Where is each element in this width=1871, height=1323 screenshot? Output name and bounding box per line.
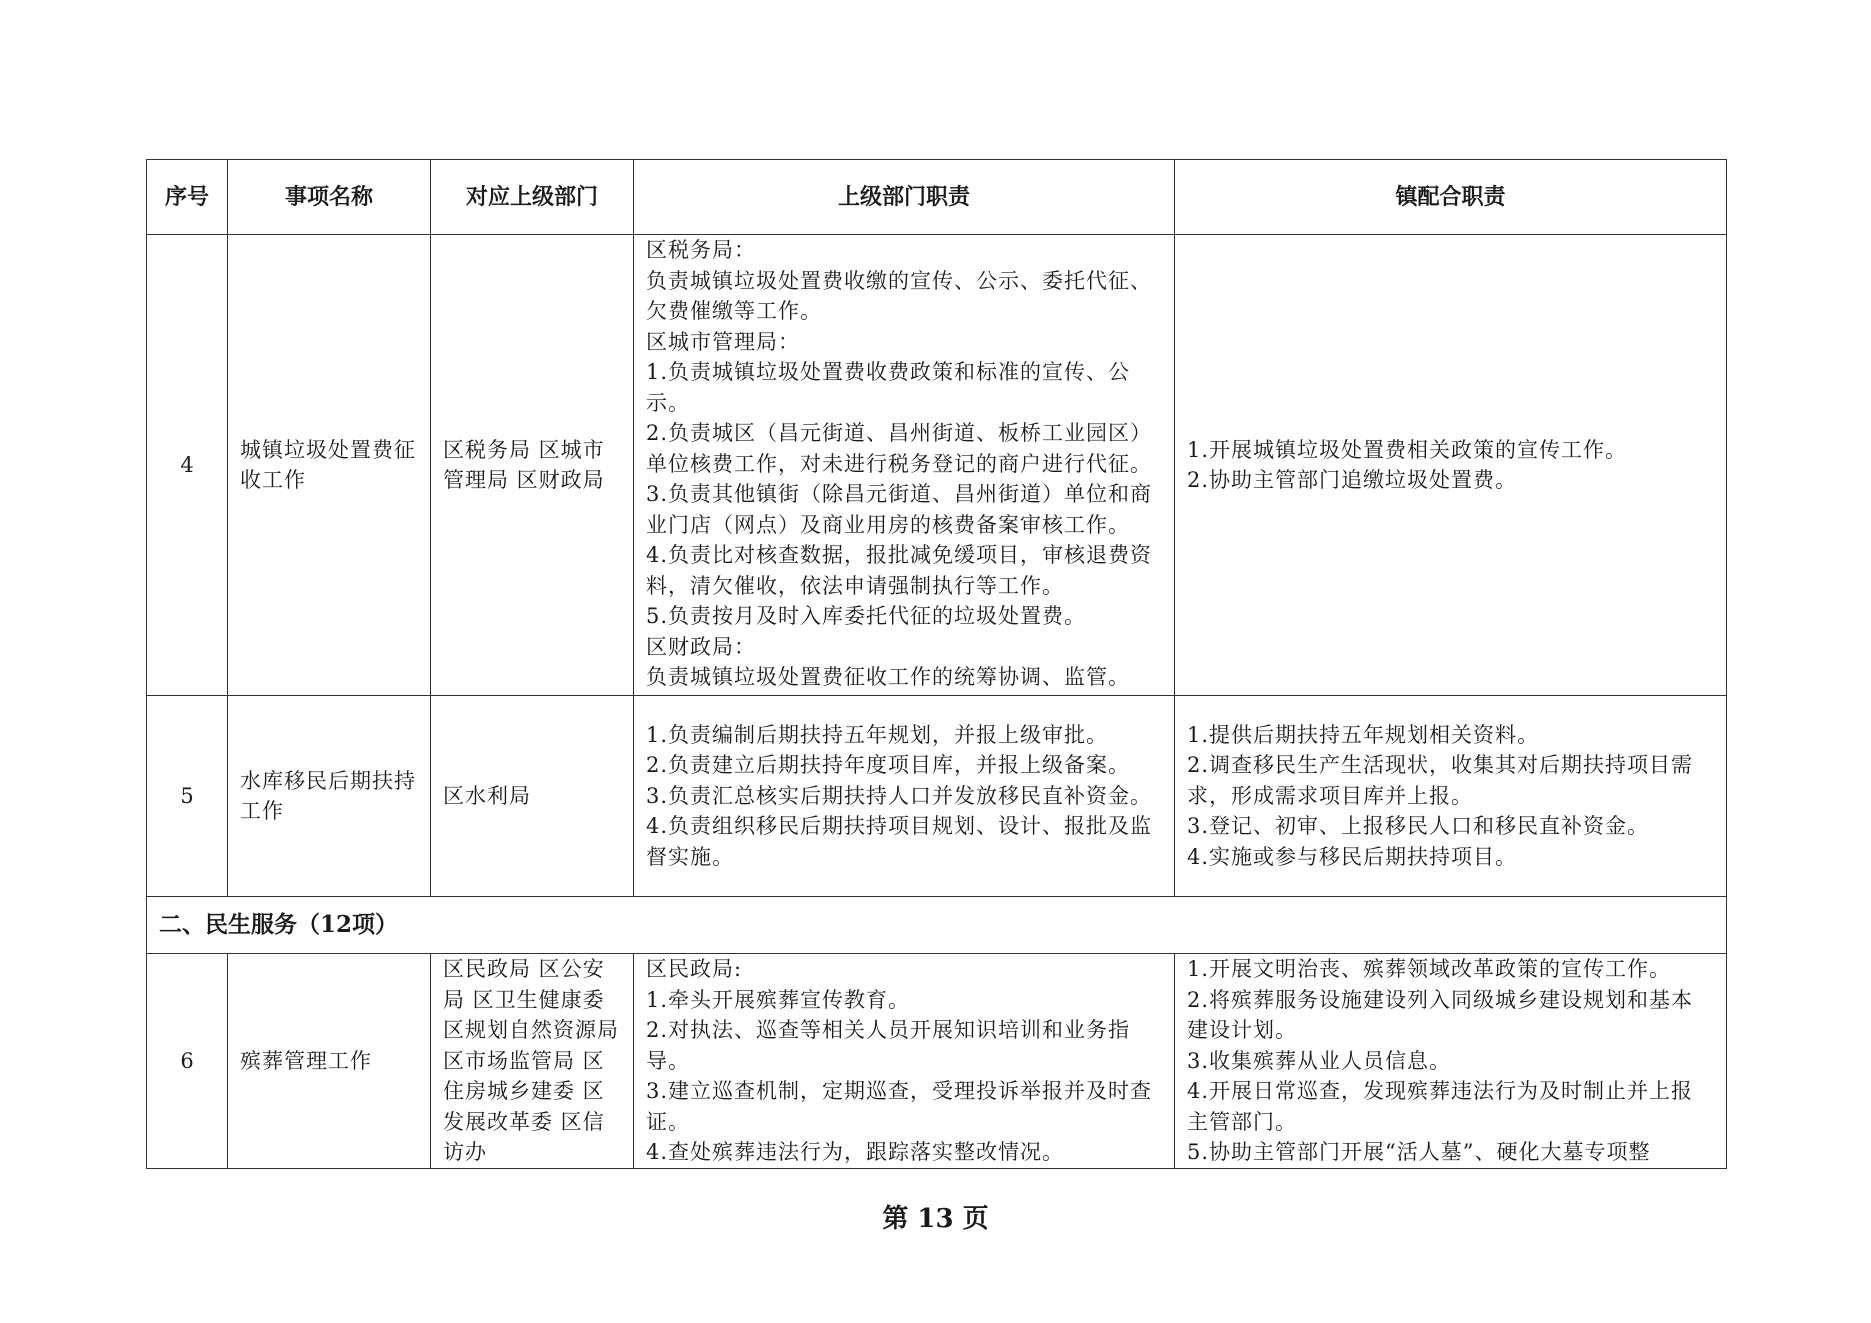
duty-line: 4.查处殡葬违法行为，跟踪落实整改情况。 [646,1140,1065,1164]
row-serial: 6 [147,954,228,1169]
header-upper-dept: 对应上级部门 [431,160,634,235]
table-row [147,954,1727,1169]
duty-line: 4.负责比对核查数据，报批减免缓项目，审核退费资料，清欠催收，依法申请强制执行等工作。 [646,543,1153,598]
row-item-name: 殡葬管理工作 [228,954,431,1169]
row-upper-dept: 区税务局 区城市管理局 区财政局 [431,235,634,696]
duty-line: 3.收集殡葬从业人员信息。 [1187,1048,1452,1073]
header-town-duties: 镇配合职责 [1175,160,1727,235]
row-upper-duties [634,954,1175,1169]
row-item-name: 水库移民后期扶持工作 [228,696,431,897]
duty-line: 负责城镇垃圾处置费征收工作的统筹协调、监管。 [646,665,1130,689]
duty-line: 区民政局: [646,957,743,981]
table-row [147,235,1727,696]
row-upper-dept: 区民政局 区公安局 区卫生健康委 区规划自然资源局 区市场监管局 区住房城乡建委 区发展改革委 区信访办 [431,954,634,1169]
duty-line: 1.负责编制后期扶持五年规划，并报上级审批。 [646,722,1109,747]
section-row [147,897,1727,954]
duty-line: 2.调查移民生产生活现状，收集其对后期扶持项目需求，形成需求项目库并上报。 [1187,753,1694,808]
duty-line: 1.开展城镇垃圾处置费相关政策的宣传工作。 [1187,437,1628,462]
duty-line: 2.对执法、巡查等相关人员开展知识培训和业务指导。 [646,1018,1131,1073]
row-upper-duties [634,696,1175,897]
row-town-duties [1175,235,1727,696]
duty-line: 1.开展文明治丧、殡葬领域改革政策的宣传工作。 [1187,957,1672,981]
row-town-duties [1175,954,1727,1169]
duty-line: 2.负责城区（昌元街道、昌州街道、板桥工业园区）单位核费工作，对未进行税务登记的商户进行代征。 [646,421,1153,476]
duty-line: 2.将殡葬服务设施建设列入同级城乡建设规划和基本建设计划。 [1187,987,1694,1042]
header-item-name: 事项名称 [228,160,431,235]
duty-line: 4.开展日常巡查，发现殡葬违法行为及时制止并上报主管部门。 [1187,1079,1694,1134]
row-serial: 5 [147,696,228,897]
duty-line: 3.建立巡查机制，定期巡查，受理投诉举报并及时查证。 [646,1079,1153,1134]
duty-line: 2.协助主管部门追缴垃圾处置费。 [1187,468,1518,492]
table-row [147,696,1727,897]
duty-line: 3.负责汇总核实后期扶持人口并发放移民直补资金。 [646,783,1153,808]
duty-line: 3.负责其他镇街（除昌元街道、昌州街道）单位和商业门店（网点）及商业用房的核费备案审核工作。 [646,482,1153,537]
responsibility-table [146,159,1727,1169]
header-serial: 序号 [147,160,228,235]
duty-line: 负责城镇垃圾处置费收缴的宣传、公示、委托代征、欠费催缴等工作。 [646,268,1152,323]
duty-line: 1.负责城镇垃圾处置费收费政策和标准的宣传、公示。 [646,360,1131,415]
duty-line: 1.牵头开展殡葬宣传教育。 [646,987,911,1012]
row-item-name: 城镇垃圾处置费征收工作 [228,235,431,696]
section-title: 二、民生服务（12项） [147,897,1727,954]
duty-line: 区税务局： [646,238,756,262]
page-number: 第 13 页 [882,1204,989,1234]
duty-line: 5.负责按月及时入库委托代征的垃圾处置费。 [646,604,1087,628]
duty-line: 3.登记、初审、上报移民人口和移民直补资金。 [1187,814,1650,839]
row-serial: 4 [147,235,228,696]
row-town-duties [1175,696,1727,897]
duty-line: 区财政局： [646,634,756,659]
duty-line: 区城市管理局： [646,329,800,354]
duty-line: 1.提供后期扶持五年规划相关资料。 [1187,722,1540,747]
duty-line: 2.负责建立后期扶持年度项目库，并报上级备案。 [646,753,1131,778]
header-upper-duties: 上级部门职责 [634,160,1175,235]
row-upper-dept: 区水利局 [431,696,634,897]
duty-line: 5.协助主管部门开展“活人墓”、硬化大墓专项整 [1187,1140,1651,1164]
table-header-row [147,160,1727,235]
duty-line: 4.负责组织移民后期扶持项目规划、设计、报批及监督实施。 [646,814,1153,869]
duty-line: 4.实施或参与移民后期扶持项目。 [1187,844,1518,869]
row-upper-duties [634,235,1175,696]
